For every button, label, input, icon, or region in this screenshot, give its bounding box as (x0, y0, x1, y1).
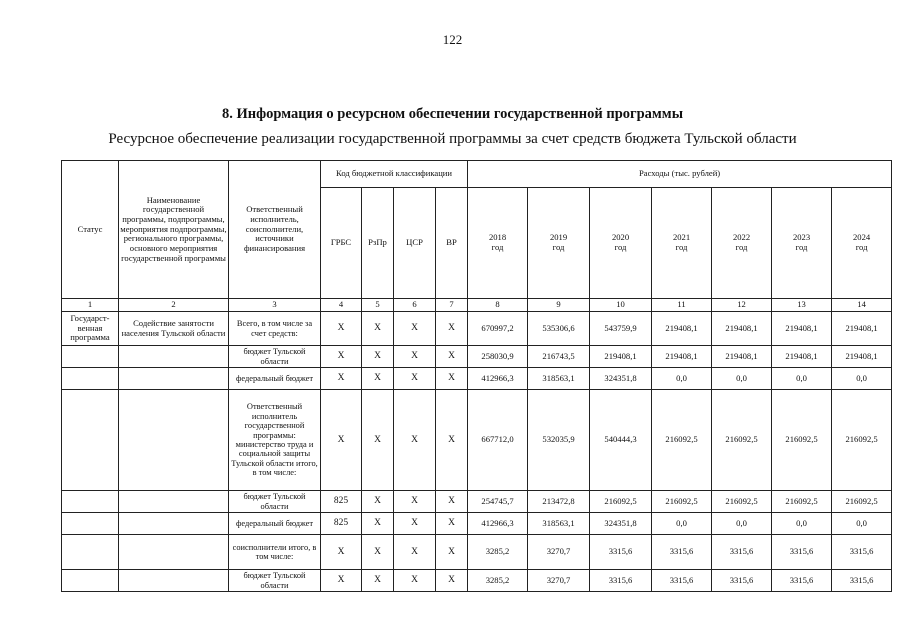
expense-value-cell: 0,0 (832, 368, 892, 390)
expense-value-cell: 670997,2 (468, 312, 528, 346)
funding-source-label: бюджет Тульской области (229, 570, 321, 592)
column-number: 1 (62, 299, 119, 312)
expense-value-cell: 3315,6 (832, 570, 892, 592)
header-year-unit: год (675, 242, 688, 252)
expense-value-cell: 0,0 (652, 513, 712, 535)
budget-code-cell: X (321, 535, 362, 570)
expense-value-cell: 3315,6 (652, 570, 712, 592)
expense-value-cell: 3315,6 (652, 535, 712, 570)
budget-code-cell: X (436, 312, 468, 346)
expense-value-cell: 216092,5 (652, 390, 712, 491)
column-number: 7 (436, 299, 468, 312)
expense-value-cell: 412966,3 (468, 368, 528, 390)
budget-code-cell: X (362, 368, 394, 390)
expense-value-cell: 216092,5 (712, 491, 772, 513)
expense-value-cell: 3270,7 (528, 535, 590, 570)
header-name: Наименование государственной программы, подпрограммы, мероприятия подпрограммы, регионального программы, основного мероприятия государственной программы (119, 161, 229, 299)
status-cell-empty (62, 535, 119, 570)
expense-value-cell: 543759,9 (590, 312, 652, 346)
header-year-label: 2023 (792, 232, 811, 243)
program-name-cell-empty (119, 346, 229, 368)
column-number: 3 (229, 299, 321, 312)
expense-value-cell: 219408,1 (772, 346, 832, 368)
budget-code-cell: X (394, 491, 436, 513)
budget-code-cell: X (321, 390, 362, 491)
budget-code-cell: X (394, 312, 436, 346)
column-number: 8 (468, 299, 528, 312)
expense-value-cell: 3315,6 (712, 535, 772, 570)
funding-source-label: соисполнители итого, в том числе: (229, 535, 321, 570)
expense-value-cell: 540444,3 (590, 390, 652, 491)
expense-value-cell: 219408,1 (590, 346, 652, 368)
expense-value-cell: 216092,5 (590, 491, 652, 513)
budget-code-cell: X (394, 368, 436, 390)
expense-value-cell: 216743,5 (528, 346, 590, 368)
budget-code-cell: X (362, 346, 394, 368)
expense-value-cell: 219408,1 (832, 312, 892, 346)
header-year-label: 2020 (611, 232, 630, 243)
expense-value-cell: 3315,6 (832, 535, 892, 570)
budget-code-cell: 825 (321, 491, 362, 513)
expense-value-cell: 0,0 (712, 368, 772, 390)
budget-code-cell: X (321, 312, 362, 346)
table-row (62, 535, 892, 570)
budget-code-cell: X (321, 368, 362, 390)
header-year-unit: год (491, 242, 504, 252)
status-cell-empty (62, 570, 119, 592)
column-number: 4 (321, 299, 362, 312)
column-number: 13 (772, 299, 832, 312)
status-cell-empty (62, 346, 119, 368)
table-row (62, 368, 892, 390)
expense-value-cell: 324351,8 (590, 368, 652, 390)
program-name-cell-empty (119, 390, 229, 491)
expense-value-cell: 0,0 (772, 368, 832, 390)
budget-code-cell: X (362, 390, 394, 491)
expense-value-cell: 318563,1 (528, 368, 590, 390)
expense-value-cell: 216092,5 (652, 491, 712, 513)
expense-value-cell: 3285,2 (468, 570, 528, 592)
column-number: 2 (119, 299, 229, 312)
header-code-vr: ВР (436, 188, 468, 299)
expense-value-cell: 412966,3 (468, 513, 528, 535)
header-year-2021 (652, 188, 712, 299)
budget-code-cell: X (362, 535, 394, 570)
status-cell-empty (62, 513, 119, 535)
expense-value-cell: 3315,6 (590, 535, 652, 570)
header-code-rzpr: РзПр (362, 188, 394, 299)
expense-value-cell: 216092,5 (832, 491, 892, 513)
expense-value-cell: 535306,6 (528, 312, 590, 346)
status-cell-empty (62, 368, 119, 390)
column-number: 9 (528, 299, 590, 312)
program-name-cell-empty (119, 535, 229, 570)
budget-code-cell: X (362, 491, 394, 513)
expense-value-cell: 219408,1 (712, 346, 772, 368)
budget-code-cell: X (436, 346, 468, 368)
budget-code-cell: X (436, 513, 468, 535)
expense-value-cell: 219408,1 (652, 312, 712, 346)
expense-value-cell: 3315,6 (590, 570, 652, 592)
table-row (62, 346, 892, 368)
header-year-label: 2024 (852, 232, 871, 243)
header-year-unit: год (552, 242, 565, 252)
budget-code-cell: X (394, 346, 436, 368)
column-number: 14 (832, 299, 892, 312)
header-status: Статус (62, 161, 119, 299)
column-number: 5 (362, 299, 394, 312)
funding-source-label: бюджет Тульской области (229, 491, 321, 513)
resource-table (61, 160, 892, 592)
budget-code-cell: X (436, 535, 468, 570)
expense-value-cell: 219408,1 (772, 312, 832, 346)
table-row (62, 570, 892, 592)
status-cell-empty (62, 390, 119, 491)
expense-value-cell: 3285,2 (468, 535, 528, 570)
budget-code-cell: X (394, 570, 436, 592)
section-title: 8. Информация о ресурсном обеспечении государственной программы (221, 106, 684, 122)
header-year-2020 (590, 188, 652, 299)
column-number: 10 (590, 299, 652, 312)
header-expenses: Расходы (тыс. рублей) (468, 161, 892, 188)
header-code-grbs: ГРБС (321, 188, 362, 299)
page-number: 122 (442, 32, 463, 47)
expense-value-cell: 216092,5 (832, 390, 892, 491)
budget-code-cell: X (436, 390, 468, 491)
expense-value-cell: 258030,9 (468, 346, 528, 368)
column-number: 11 (652, 299, 712, 312)
budget-code-cell: X (362, 513, 394, 535)
table-subtitle: Ресурсное обеспечение реализации государственной программы за счет средств бюджета Тульской области (108, 131, 797, 147)
header-responsible: Ответственный исполнитель, соисполнители, источники финансирования (229, 161, 321, 299)
expense-value-cell: 254745,7 (468, 491, 528, 513)
header-year-label: 2022 (732, 232, 751, 243)
status-cell-empty (62, 491, 119, 513)
funding-source-label: бюджет Тульской области (229, 346, 321, 368)
column-number: 6 (394, 299, 436, 312)
expense-value-cell: 216092,5 (772, 491, 832, 513)
program-name-cell-empty (119, 513, 229, 535)
header-budget-code: Код бюджетной классификации (321, 161, 468, 188)
header-year-label: 2019 (549, 232, 568, 243)
budget-code-cell: X (394, 390, 436, 491)
budget-code-cell: X (436, 570, 468, 592)
table-row (62, 312, 892, 346)
budget-code-cell: X (394, 535, 436, 570)
table-row (62, 390, 892, 491)
budget-code-cell: X (321, 570, 362, 592)
budget-code-cell: X (362, 312, 394, 346)
funding-source-label: федеральный бюджет (229, 368, 321, 390)
header-year-2018 (468, 188, 528, 299)
status-cell: Государст-венная программа (62, 312, 119, 346)
expense-value-cell: 3270,7 (528, 570, 590, 592)
program-name-cell-empty (119, 368, 229, 390)
program-name-cell: Содействие занятости населения Тульской области (119, 312, 229, 346)
table-row (62, 513, 892, 535)
expense-value-cell: 213472,8 (528, 491, 590, 513)
header-year-unit: год (614, 242, 627, 252)
funding-source-label: Ответственный исполнитель государственной программы: министерство труда и социальной защиты Тульской области итого, в том числе: (229, 390, 321, 491)
funding-source-label: федеральный бюджет (229, 513, 321, 535)
expense-value-cell: 219408,1 (832, 346, 892, 368)
expense-value-cell: 0,0 (652, 368, 712, 390)
budget-code-cell: X (362, 570, 394, 592)
program-name-cell-empty (119, 491, 229, 513)
expense-value-cell: 0,0 (712, 513, 772, 535)
expense-value-cell: 0,0 (832, 513, 892, 535)
column-number: 12 (712, 299, 772, 312)
funding-source-label: Всего, в том числе за счет средств: (229, 312, 321, 346)
table-row (62, 491, 892, 513)
header-year-2024 (832, 188, 892, 299)
budget-code-cell: 825 (321, 513, 362, 535)
expense-value-cell: 219408,1 (712, 312, 772, 346)
expense-value-cell: 318563,1 (528, 513, 590, 535)
header-year-2019 (528, 188, 590, 299)
budget-code-cell: X (436, 368, 468, 390)
expense-value-cell: 0,0 (772, 513, 832, 535)
expense-value-cell: 3315,6 (772, 570, 832, 592)
budget-code-cell: X (321, 346, 362, 368)
budget-code-cell: X (436, 491, 468, 513)
expense-value-cell: 667712,0 (468, 390, 528, 491)
header-year-label: 2018 (488, 232, 507, 243)
expense-value-cell: 216092,5 (772, 390, 832, 491)
expense-value-cell: 3315,6 (712, 570, 772, 592)
expense-value-cell: 324351,8 (590, 513, 652, 535)
header-year-unit: год (795, 242, 808, 252)
budget-code-cell: X (394, 513, 436, 535)
header-year-2022 (712, 188, 772, 299)
expense-value-cell: 216092,5 (712, 390, 772, 491)
expense-value-cell: 3315,6 (772, 535, 832, 570)
header-year-unit: год (855, 242, 868, 252)
program-name-cell-empty (119, 570, 229, 592)
header-year-unit: год (735, 242, 748, 252)
expense-value-cell: 219408,1 (652, 346, 712, 368)
header-code-csr: ЦСР (394, 188, 436, 299)
expense-value-cell: 532035,9 (528, 390, 590, 491)
header-year-label: 2021 (672, 232, 691, 243)
header-year-2023 (772, 188, 832, 299)
